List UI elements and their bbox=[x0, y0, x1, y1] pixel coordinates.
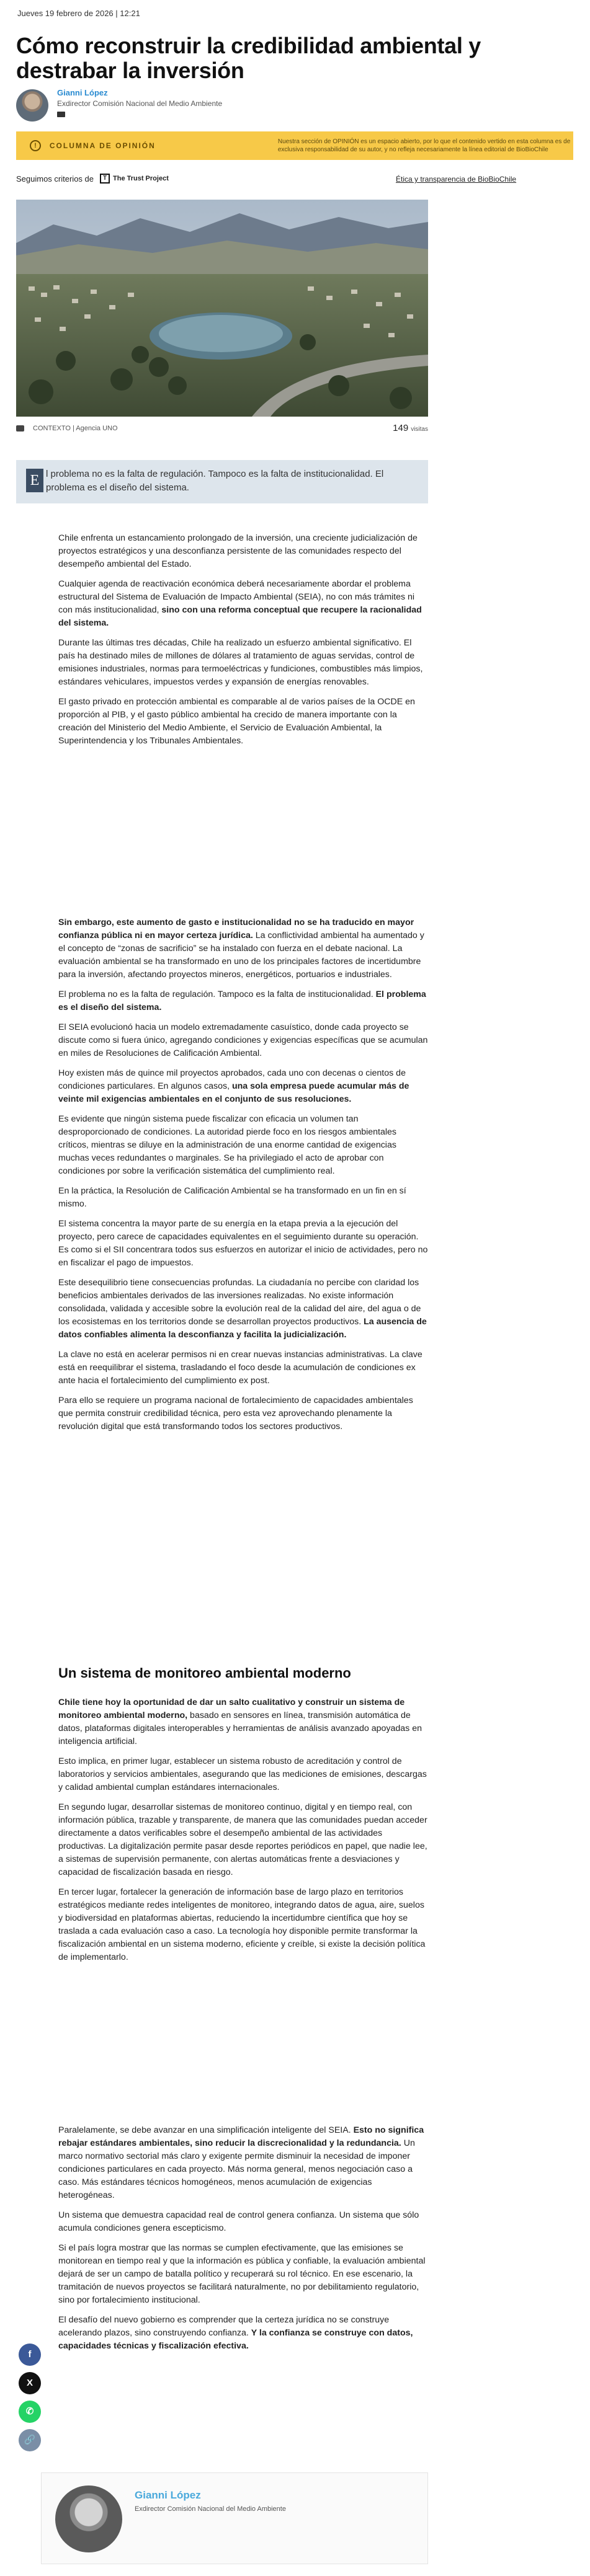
paragraph: Hoy existen más de quince mil proyectos aprobados, cada uno con decenas o cientos de condiciones particulares. En algunos casos, una sola empresa puede acumular más de veinte mil exigencias ambientales en el conjunto de sus resoluciones. bbox=[58, 1068, 409, 1104]
author-bio-role: Exdirector Comisión Nacional del Medio Ambiente bbox=[135, 2505, 286, 2513]
article-body-part-2 bbox=[58, 916, 428, 1440]
photo-caption bbox=[16, 423, 428, 433]
trust-project-icon: T bbox=[100, 174, 110, 184]
paragraph: La clave no está en acelerar permisos ni en crear nuevas instancias administrativas. La clave está en reequilibrar el sistema, trasladando el foco desde la acumulación de condiciones ex ante hacia el fortalecimiento del cumplimiento ex post. bbox=[58, 1350, 422, 1386]
views-label: visitas bbox=[411, 426, 428, 433]
author-bio-avatar[interactable] bbox=[55, 2485, 122, 2552]
paragraph: En la práctica, la Resolución de Calificación Ambiental se ha transformado en un fin en sí mismo. bbox=[58, 1186, 406, 1209]
author-bio-card bbox=[41, 2472, 428, 2564]
views-counter bbox=[393, 423, 428, 433]
trust-project-name: The Trust Project bbox=[113, 175, 169, 182]
x-icon: X bbox=[26, 2378, 33, 2388]
paragraph: Es evidente que ningún sistema puede fiscalizar con eficacia un volumen tan desproporcionado de condiciones. La autoridad pierde foco en los riesgos ambientales críticos, mientras se diluye en la administración de una enorme cantidad de exigencias muchas veces redundantes o marginales. Se ha privilegiado el acto de aprobar con condiciones por sobre la verificación sistemática del cumplimiento real. bbox=[58, 1114, 396, 1176]
trust-project-logo[interactable] bbox=[100, 174, 169, 184]
photo-credit: CONTEXTO | Agencia UNO bbox=[33, 424, 118, 432]
paragraph: Durante las últimas tres décadas, Chile ha realizado un esfuerzo ambiental significativo. El país ha destinado miles de millones de dólares al tratamiento de aguas servidas, control de emisiones industriales, normas para termoeléctricas y fundiciones, combustibles más limpios, estándares vehiculares, impuestos verdes y expansión de energías renovables. bbox=[58, 638, 423, 687]
author-role: Exdirector Comisión Nacional del Medio Ambiente bbox=[57, 99, 223, 108]
author-name-link[interactable]: Gianni López bbox=[57, 88, 108, 97]
opinion-banner bbox=[16, 131, 573, 160]
paragraph: En segundo lugar, desarrollar sistemas de monitoreo continuo, digital y en tiempo real, con información pública, trazable y transparente, de manera que las comunidades puedan acceder directamente a datos verificables sobre el desempeño ambiental de las actividades productivas. La digitalización permite pasar desde reportes periódicos en papel, que nadie lee, a sistemas de supervisión permanente, con alertas automáticas frente a desviaciones y capacidad de fiscalización basada en riesgo. bbox=[58, 1802, 427, 1877]
author-avatar[interactable] bbox=[16, 89, 48, 122]
x-share-button[interactable] bbox=[19, 2372, 41, 2394]
headline: Cómo reconstruir la credibilidad ambiental y destrabar la inversión bbox=[16, 33, 481, 83]
dropcap: E bbox=[26, 469, 43, 492]
article-body-part-1 bbox=[58, 532, 428, 755]
section-heading: Un sistema de monitoreo ambiental moderno bbox=[58, 1665, 351, 1681]
article-body-part-4 bbox=[58, 2124, 428, 2360]
paragraph: Si el país logra mostrar que las normas se cumplen efectivamente, que las emisiones se monitorean en tiempo real y que la información es pública y confiable, la evaluación ambiental dejará de ser un campo de batalla político y recuperará su rol técnico. En ese escenario, la tramitación de nuevos proyectos se facilitará naturalmente, no por debilitamiento regulatorio, sino por fortalecimiento institucional. bbox=[58, 2243, 426, 2305]
whatsapp-icon: ✆ bbox=[25, 2406, 34, 2417]
paragraph: Chile enfrenta un estancamiento prolongado de la inversión, una creciente judicialización de proyectos estratégicos y una desconfianza persistente de las comunidades respecto del desempeño ambiental del Estado. bbox=[58, 533, 418, 569]
aerial-landscape-image bbox=[16, 200, 428, 417]
copy-link-button[interactable] bbox=[19, 2429, 41, 2451]
paragraph: En tercer lugar, fortalecer la generación de información base de largo plazo en territorios estratégicos mediante redes inteligentes de monitoreo, integrando datos de agua, aire, suelos y biodiversidad en plataformas abiertas, reduciendo la incertidumbre científica que hoy se traslada a cada evaluación caso a caso. La tecnología hoy disponible permite transformar la fiscalización ambiental en un sistema moderno, eficiente y creíble, si existe la decisión política de implementarlo. bbox=[58, 1887, 426, 1962]
paragraph: El desafío del nuevo gobierno es comprender que la certeza jurídica no se construye acelerando plazos, sino construyendo confianza. Y la confianza se construye con datos, capacidades técnicas y fiscalización efectiva. bbox=[58, 2315, 413, 2351]
paragraph: Chile tiene hoy la oportunidad de dar un salto cualitativo y construir un sistema de monitoreo ambiental moderno, basado en sensores en línea, transmisión automática de datos, plataformas digitales interoperables y herramientas de análisis avanzado apoyadas en inteligencia artificial. bbox=[58, 1697, 422, 1746]
mail-icon[interactable] bbox=[57, 112, 65, 117]
link-icon: 🔗 bbox=[24, 2435, 36, 2445]
whatsapp-share-button[interactable] bbox=[19, 2401, 41, 2423]
paragraph: El problema no es la falta de regulación. Tampoco es la falta de institucionalidad. El problema es el diseño del sistema. bbox=[58, 989, 426, 1012]
author-bio-name[interactable]: Gianni López bbox=[135, 2489, 201, 2501]
facebook-icon: f bbox=[28, 2349, 32, 2360]
views-count: 149 bbox=[393, 423, 409, 433]
opinion-disclaimer: Nuestra sección de OPINIÓN es un espacio abierto, por lo que el contenido vertido en esta columna es de exclusiva responsabilidad de su autor, y no refleja necesariamente la línea editorial de BioBioChile bbox=[277, 138, 571, 153]
info-icon: ! bbox=[30, 140, 41, 151]
paragraph: El sistema concentra la mayor parte de su energía en la etapa previa a la ejecución del proyecto, pero carece de capacidades equivalentes en el seguimiento durante su operación. Es como si el SII concentrara todos sus esfuerzos en autorizar el inicio de actividades, pero no en fiscalizar el pago de impuestos. bbox=[58, 1219, 428, 1268]
ethics-link[interactable]: Ética y transparencia de BioBioChile bbox=[396, 175, 517, 184]
paragraph: Paralelamente, se debe avanzar en una simplificación inteligente del SEIA. Esto no significa rebajar estándares ambientales, sino reducir la discrecionalidad y la redundancia. Un marco normativo sectorial más claro y exigente permite disminuir la necesidad de imponer condiciones particulares en cada proyecto. Más norma general, menos negociación caso a caso. Más estándares técnicos homogéneos, menos acumulación de exigencias heterogéneas. bbox=[58, 2125, 424, 2200]
paragraph: Este desequilibrio tiene consecuencias profundas. La ciudadanía no percibe con claridad los beneficios ambientales derivados de las inversiones realizadas. No existe información consolidada, validada y accesible sobre la evolución real de la calidad del aire, del agua o de los ecosistemas en los territorios donde se desarrollan proyectos productivos. La ausencia de datos confiables alimenta la desconfianza y facilita la judicialización. bbox=[58, 1278, 427, 1340]
facebook-share-button[interactable] bbox=[19, 2344, 41, 2366]
paragraph: El SEIA evolucionó hacia un modelo extremadamente casuístico, donde cada proyecto se discute como si fuera único, agregando condiciones y exigencias específicas que se acumulan en miles de Resoluciones de Calificación Ambiental. bbox=[58, 1022, 428, 1058]
paragraph: Cualquier agenda de reactivación económica deberá necesariamente abordar el problema estructural del Sistema de Evaluación de Impacto Ambiental (SEIA), no con más trámites ni con más institucionalidad, sino con una reforma conceptual que recupere la racionalidad del sistema. bbox=[58, 579, 422, 628]
publish-date: Jueves 19 febrero de 2026 | 12:21 bbox=[17, 9, 140, 18]
criteria-label: Seguimos criterios de bbox=[16, 174, 94, 184]
paragraph: Para ello se requiere un programa nacional de fortalecimiento de capacidades ambientales que permita construir credibilidad técnica, pero esta vez aprovechando plenamente la revolución digital que está transformando todos los sectores productivos. bbox=[58, 1396, 413, 1432]
lead-text: l problema no es la falta de regulación. Tampoco es la falta de institucionalidad. El problema es el diseño del sistema. bbox=[46, 469, 384, 493]
article-photo[interactable] bbox=[16, 200, 428, 417]
opinion-label: COLUMNA DE OPINIÓN bbox=[49, 141, 156, 150]
paragraph: Sin embargo, este aumento de gasto e institucionalidad no se ha traducido en mayor confianza pública ni en mayor certeza jurídica. La conflictividad ambiental ha aumentado y el concepto de “zonas de sacrificio” se ha instalado con fuerza en el debate nacional. La evaluación ambiental se ha transformado en uno de los principales factores de incertidumbre para la inversión, afectando proyectos mineros, energéticos, portuarios e industriales. bbox=[58, 918, 424, 980]
camera-icon bbox=[16, 425, 24, 432]
lead-quote bbox=[16, 460, 428, 503]
paragraph: El gasto privado en protección ambiental es comparable al de varios países de la OCDE en proporción al PIB, y el gasto público ambiental ha crecido de manera importante con la creación del Ministerio del Medio Ambiente, el Servicio de Evaluación Ambiental, la Superintendencia y los Tribunales Ambientales. bbox=[58, 697, 415, 746]
paragraph: Un sistema que demuestra capacidad real de control genera confianza. Un sistema que sólo acumula condiciones genera escepticismo. bbox=[58, 2210, 419, 2233]
paragraph: Esto implica, en primer lugar, establecer un sistema robusto de acreditación y control de laboratorios y servicios ambientales, asegurando que las mediciones de emisiones, descargas y calidad ambiental cumplan estándares internacionales. bbox=[58, 1756, 427, 1792]
article-body-part-3 bbox=[58, 1696, 428, 1971]
trust-criteria bbox=[16, 174, 169, 184]
